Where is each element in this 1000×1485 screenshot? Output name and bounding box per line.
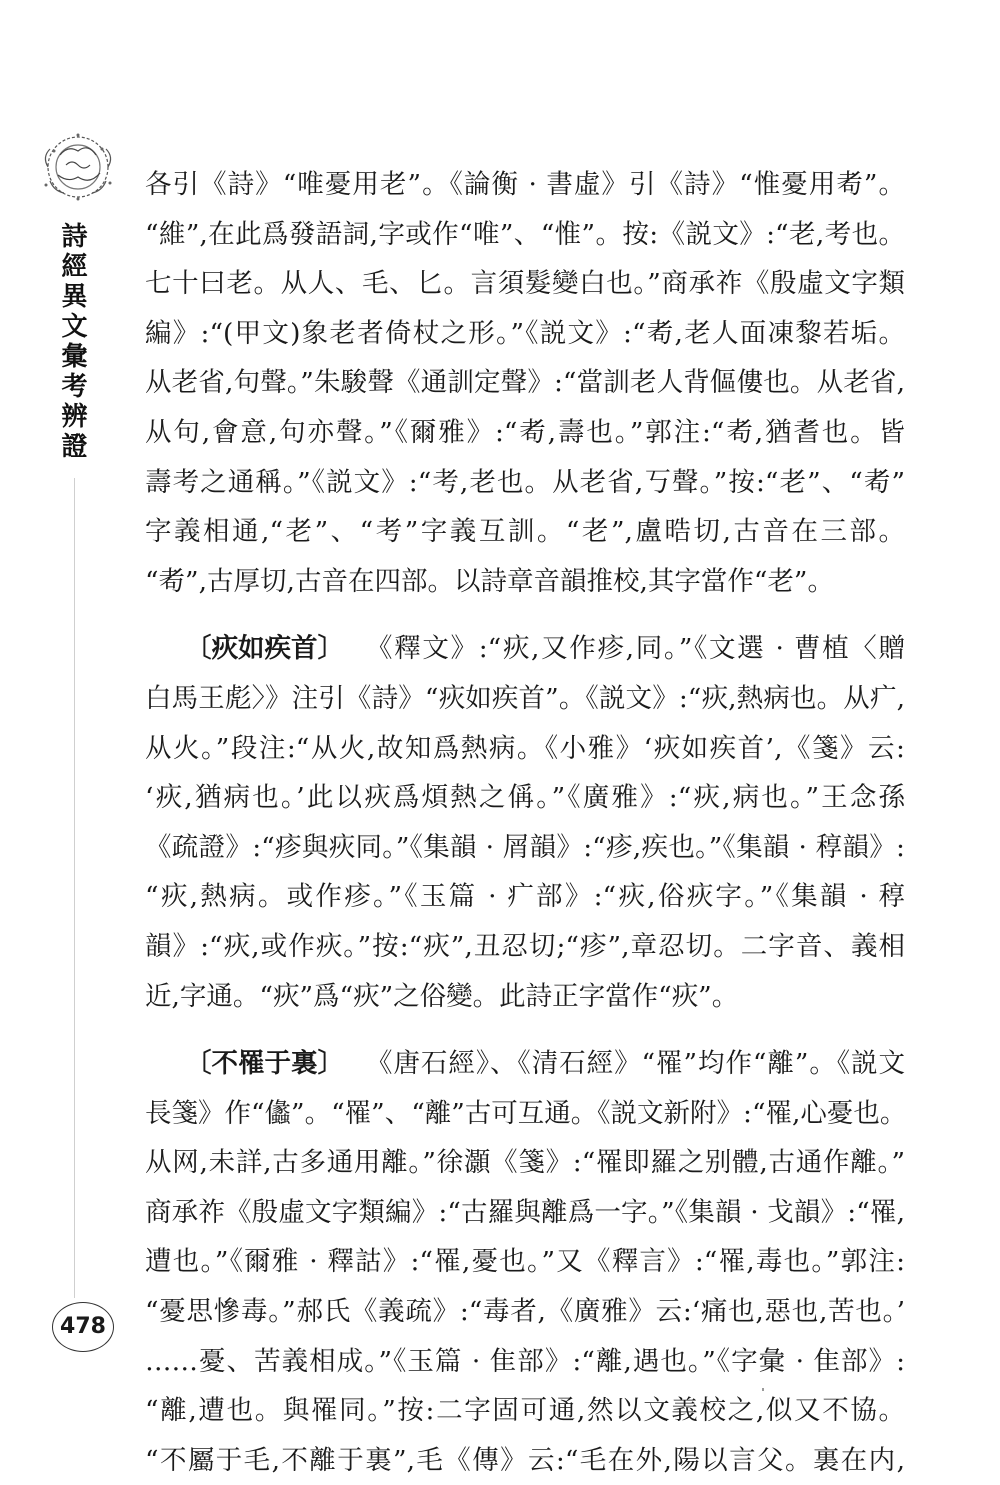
- running-title: 詩經異文彙考辨證: [57, 222, 87, 462]
- text-line: 从句,會意,句亦聲。”《爾雅》:“耇,壽也。”郭注:“耇,猶耆也。皆: [145, 416, 905, 448]
- text-line: 遭也。”《爾雅 · 釋詁》:“罹,憂也。”又《釋言》:“罹,毒也。”郭注:: [145, 1246, 905, 1278]
- text-line: 各引《詩》“唯憂用老”。《論衡 · 書虛》引《詩》“惟憂用耇”。: [145, 169, 905, 200]
- entry-first-line: [145, 624, 905, 674]
- text-line: 七十曰老。从人、毛、匕。言須髮變白也。”商承祚《殷虛文字類: [145, 268, 905, 300]
- entry-headword: 〔不罹于裏〕: [185, 1048, 344, 1080]
- text-line: “不屬于毛,不離于裏”,毛《傳》云:“毛在外,陽以言父。裏在内,: [145, 1444, 905, 1476]
- text-line: “疢,熱病。或作疹。”《玉篇 · 疒部》:“疢,俗疢字。”《集韻 · 稕: [145, 881, 905, 913]
- text-line: 韻》:“疢,或作疢。”按:“疢”,丑忍切;“疹”,章忍切。二字音、義相: [145, 930, 905, 962]
- text-line: 从老省,句聲。”朱駿聲《通訓定聲》:“當訓老人背傴僂也。从老省,: [145, 367, 905, 399]
- text-line: 商承祚《殷虛文字類編》:“古羅與離爲一字。”《集韻 · 戈韻》:“罹,: [145, 1196, 905, 1228]
- text-line: 字義相通,“老”、“考”字義互訓。“老”,盧晧切,古音在三部。: [145, 516, 905, 548]
- margin-rule: [74, 478, 75, 1298]
- text-line: 白馬王彪〉》注引《詩》“疢如疾首”。《説文》:“疢,熱病也。从疒,: [145, 682, 905, 714]
- text-line: 从网,未詳,古多通用離。”徐灝《箋》:“罹即羅之别體,古通作離。”: [145, 1147, 905, 1179]
- text-line: ‘疢,猶病也。’此以疢爲煩熱之偁。”《廣雅》:“疢,病也。”王念孫: [145, 782, 905, 814]
- text-line: 編》:“(甲文)象老者倚杖之形。”《説文》:“耇,老人面凍黎若垢。: [145, 317, 905, 349]
- text-line: 《疏證》:“疹與疢同。”《集韻 · 屑韻》:“疹,疾也。”《集韻 · 稕韻》:: [145, 831, 905, 863]
- text-line: “維”,在此爲發語詞,字或作“唯”、“惟”。按:《説文》:“老,考也。: [145, 218, 905, 250]
- text-line: 近,字通。“疢”爲“疢”之俗變。此詩正字當作“疢”。: [145, 980, 739, 1012]
- text-line: 《唐石經》、《清石經》“罹”均作“離”。《説文: [366, 1048, 905, 1080]
- seal-ornament-icon: [30, 125, 126, 209]
- text-line: 長箋》作“㒩”。“罹”、“離”古可互通。《説文新附》:“罹,心憂也。: [145, 1097, 907, 1129]
- text-line: “離,遭也。與罹同。”按:二字固可通,然以文義校之,似又不協。: [145, 1395, 905, 1427]
- text-line: 从火。”段注:“从火,故知爲熱病。《小雅》‘疢如疾首’,《箋》云:: [145, 732, 905, 764]
- page-number: 478: [52, 1302, 114, 1352]
- entry-first-line: [145, 1039, 905, 1089]
- text-line: “憂思慘毒。”郝氏《義疏》:“毒者,《廣雅》云:‘痛也,惡也,苦也。’: [145, 1296, 905, 1328]
- text-line: ……憂、苦義相成。”《玉篇 · 隹部》:“離,遇也。”《字彙 · 隹部》:: [145, 1345, 905, 1377]
- text-line: 《釋文》:“疢,又作疹,同。”《文選 · 曹植〈贈: [366, 633, 905, 665]
- text-line: 壽考之通稱。”《説文》:“考,老也。从老省,丂聲。”按:“老”、“耇”: [145, 466, 905, 498]
- scan-speck: [762, 1388, 764, 1391]
- entry-headword: 〔疢如疾首〕: [185, 633, 344, 665]
- body-text: [145, 160, 905, 1485]
- text-line: “耇”,古厚切,古音在四部。以詩章音韻推校,其字當作“老”。: [145, 565, 834, 597]
